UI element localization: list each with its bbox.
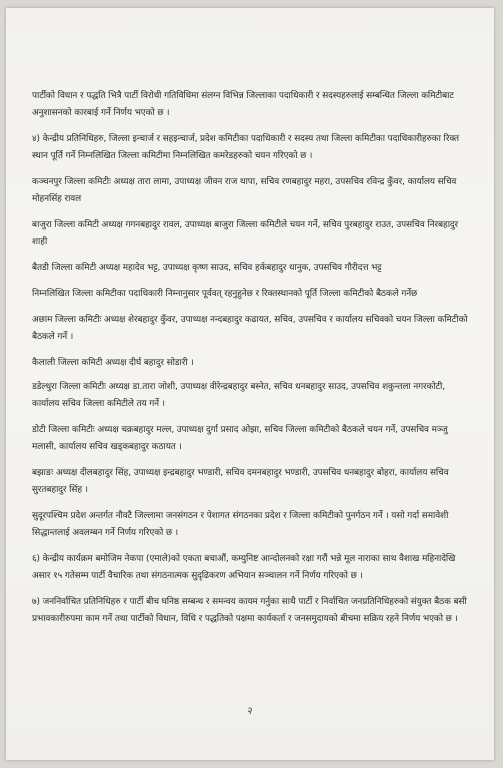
paragraph-sudurpaschim: सुदूरपश्चिम प्रदेश अन्तर्गत नौवटै जिल्लामा जनसंगठन र पेशागत संगठनका प्रदेश र जिल्ला कमिटीको पुनर्गठन गर्ने । यसो गर्दा समावेशी सिद्धान्तलाई अवलम्बन गर्ने निर्णय गरिएको छ । — [32, 511, 449, 538]
paragraph-point-6: ६) केन्द्रीय कार्यक्रम बमोजिम नेकपा (एमाले)को एकता बचाऔं, कम्युनिष्ट आन्दोलनको रक्षा गरौं भन्ने मूल नाराका साथ वैशाख महिनादेखि असार १५ गतेसम्म पार्टी वैचारिक तथा संगठनात्मक सुदृढिकरण अभियान सञ्चालन गर्ने निर्णय गरिएको छ । — [32, 554, 456, 581]
document-page — [6, 8, 494, 760]
paragraph-point-4: ४) केन्द्रीय प्रतिनिधिहरु, जिल्ला इन्चार्ज र सहइन्चार्ज, प्रदेश कमिटीका पदाधिकारी र सदस्य तथा जिल्ला कमिटीका पदाधिकारीहरुका रिक्त स्थान पूर्ति गर्ने निम्नलिखित जिल्ला कमिटीमा निम्नलिखित कमरेडहरुको चयन गरिएको छ । — [32, 134, 459, 161]
paragraph-dadeldhura: डडेल्धुरा जिल्ला कमिटीः अध्यक्ष डा.तारा जोशी, उपाध्यक्ष वीरेन्द्रबहादुर बस्नेत, सचिव धनबहादुर साउद, उपसचिव शकुन्तला नगरकोटी, कार्यालय सचिव जिल्ला कमिटीले तय गर्ने । — [32, 382, 445, 409]
paragraph-achham: अछाम जिल्ला कमिटीः अध्यक्ष शेरबहादुर कुँवर, उपाध्यक्ष नन्दबहादुर कढायत, सचिव, उपसचिव र कार्यालय सचिवको चयन जिल्ला कमिटीको बैठकले गर्ने । — [32, 315, 468, 342]
paragraph-bajura: बाजुरा जिल्ला कमिटी अध्यक्ष गगनबहादुर रावल, उपाध्यक्ष बाजुरा जिल्ला कमिटीले चयन गर्ने, सचिव पुरबहादुर राउत, उपसचिव निरबहादुर शाही — [32, 220, 459, 247]
paragraph-existing-officials: निम्नलिखित जिल्ला कमिटीका पदाधिकारी निम्नानुसार पूर्ववत् रहनुहुनेछ र रिक्तस्थानको पूर्ति जिल्ला कमिटीको बैठकले गर्नेछ — [32, 289, 418, 299]
paragraph-kanchanpur: कञ्चनपुर जिल्ला कमिटीः अध्यक्ष तारा लामा, उपाध्यक्ष जीवन राज थापा, सचिव रणबहादुर महरा, उपसचिव रविन्द्र कुँवर, कार्यालय सचिव मोहनसिंह रावल — [32, 177, 457, 204]
paragraph-baitadi: बैतडी जिल्ला कमिटी अध्यक्ष महादेव भट्ट, उपाध्यक्ष कृष्ण साउद, सचिव हर्कबहादुर धानुक, उपसचिव गौरीदत्त भट्ट — [32, 263, 382, 273]
paragraph-kailali: कैलाली जिल्ला कमिटी अध्यक्ष दीर्घ बहादुर सोडारी । — [32, 358, 194, 368]
paragraph-bajhang: बझाङः अध्यक्ष दीलबहादुर सिंह, उपाध्यक्ष इन्द्रबहादुर भण्डारी, सचिव दमनबहादुर भण्डारी, उपसचिव धनबहादुर बोहरा, कार्यालय सचिव सुरतबहादुर सिंह । — [32, 468, 449, 495]
paragraph-doti: डोटी जिल्ला कमिटीः अध्यक्ष चक्रबहादुर मल्ल, उपाध्यक्ष दुर्गा प्रसाद ओझा, सचिव जिल्ला कमिटीको बैठकले चयन गर्ने, उपसचिव मञ्जु मलासी, कार्यालय सचिव खड्कबहादुर कठायत । — [32, 425, 448, 452]
paragraph-disciplinary-action: पार्टीको विधान र पद्धति भित्रै पार्टी विरोधी गतिविधिमा संलग्न विभिन्न जिल्लाका पदाधिकारी र सदस्यहरुलाई सम्बन्धित जिल्ला कमिटीबाट अनुशासनको कारबाई गर्ने निर्णय भएको छ । — [32, 91, 454, 118]
page-number: २ — [247, 706, 253, 717]
paragraph-point-7: ७) जननिर्वाचित प्रतिनिधिहरु र पार्टी बीच घनिष्ठ सम्बन्ध र समन्वय कायम गर्नुका साथै पार्टी र निर्वाचित जनप्रतिनिधिहरुको संयुक्त बैठक बसी प्रभावकारीरुपमा काम गर्ने तथा पार्टीको विधान, विधि र पद्धतिको पक्षमा कार्यकर्ता र जनसमुदायको बीचमा सक्रिय रहने निर्णय भएको छ । — [32, 597, 467, 624]
